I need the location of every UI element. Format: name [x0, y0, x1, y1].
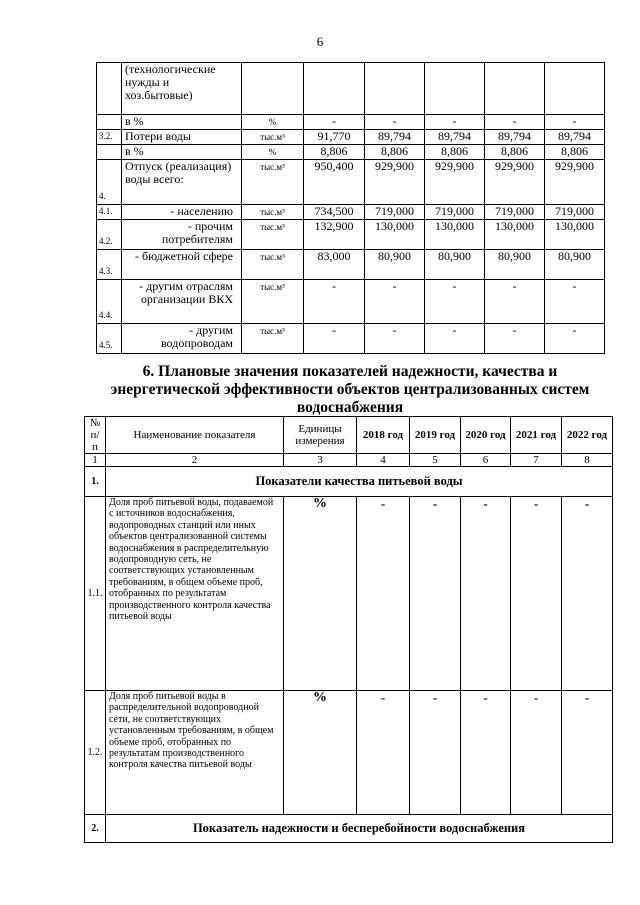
- value-cell: [365, 63, 425, 115]
- row-number: 4.2.: [97, 220, 122, 250]
- row-name: - бюджетной сфере: [122, 250, 242, 280]
- row-name: в %: [122, 115, 242, 130]
- table-row: [97, 205, 605, 220]
- header-year: 2019 год: [410, 417, 461, 454]
- value-cell: 8,806: [304, 145, 365, 160]
- table-row: [97, 220, 605, 250]
- value-cell: -: [425, 115, 485, 130]
- value-cell: [485, 63, 545, 115]
- row-number: 4.: [97, 160, 122, 205]
- index-cell: 8: [562, 454, 613, 467]
- value-cell: 8,806: [425, 145, 485, 160]
- indicator-unit: %: [284, 691, 357, 815]
- table-row: [97, 324, 605, 354]
- value-cell: 8,806: [485, 145, 545, 160]
- indicator-unit: %: [284, 497, 357, 691]
- row-unit: тыс.м³: [242, 324, 304, 354]
- row-unit: тыс.м³: [242, 205, 304, 220]
- table-row: [97, 115, 605, 130]
- value-cell: -: [461, 497, 511, 691]
- header-unit: Единицы измерения: [284, 417, 357, 454]
- row-unit: тыс.м³: [242, 130, 304, 145]
- header-name: Наименование показателя: [106, 417, 284, 454]
- value-cell: -: [562, 497, 613, 691]
- row-name: - другим водопроводам: [122, 324, 242, 354]
- value-cell: 130,000: [425, 220, 485, 250]
- value-cell: 719,000: [425, 205, 485, 220]
- header-year: 2022 год: [562, 417, 613, 454]
- section-row: [85, 815, 613, 843]
- row-name: Отпуск (реализация) воды всего:: [122, 160, 242, 205]
- value-cell: 8,806: [365, 145, 425, 160]
- section-number: 2.: [85, 815, 106, 843]
- value-cell: [304, 63, 365, 115]
- value-cell: -: [461, 691, 511, 815]
- row-name: (технологические нужды и хоз.бытовые): [122, 63, 242, 115]
- index-cell: 6: [461, 454, 511, 467]
- index-cell: 1: [85, 454, 106, 467]
- value-cell: -: [304, 280, 365, 324]
- indicators-table: [84, 416, 613, 843]
- header-year: 2018 год: [357, 417, 410, 454]
- indicator-name: Доля проб питьевой воды, подаваемой с источников водоснабжения, водопроводных станций или иных объектов централизованной системы водоснабжения в распределительную водопроводную сеть, не соответствующих установленным требованиям, в общем объеме проб, отобранных по результатам производственного контроля качества питьевой воды: [106, 497, 284, 691]
- table-row: [97, 145, 605, 160]
- value-cell: 89,794: [485, 130, 545, 145]
- value-cell: 83,000: [304, 250, 365, 280]
- row-unit: тыс.м³: [242, 250, 304, 280]
- value-cell: 91,770: [304, 130, 365, 145]
- index-row: [85, 454, 613, 467]
- header-year: 2021 год: [511, 417, 562, 454]
- section-heading: 6. Плановые значения показателей надежности, качества и энергетической эффективности объектов централизованных систем водоснабжения: [110, 363, 590, 416]
- value-cell: 130,000: [365, 220, 425, 250]
- value-cell: -: [304, 115, 365, 130]
- index-cell: 4: [357, 454, 410, 467]
- value-cell: -: [545, 324, 605, 354]
- value-cell: 929,900: [545, 160, 605, 205]
- water-balance-table: [96, 62, 605, 354]
- row-number: 4.1.: [97, 205, 122, 220]
- row-number: 4.3.: [97, 250, 122, 280]
- table-row: [85, 691, 613, 815]
- row-unit: %: [242, 145, 304, 160]
- index-cell: 7: [511, 454, 562, 467]
- value-cell: 734,500: [304, 205, 365, 220]
- value-cell: -: [511, 691, 562, 815]
- indicator-name: Доля проб питьевой воды в распределительной водопроводной сети, не соответствующих установленным требованиям, в общем объеме проб, отобранных по результатам производственного контроля качества питьевой воды: [106, 691, 284, 815]
- value-cell: -: [410, 691, 461, 815]
- value-cell: -: [357, 691, 410, 815]
- value-cell: -: [365, 115, 425, 130]
- row-name: - населению: [122, 205, 242, 220]
- row-number: 4.4.: [97, 280, 122, 324]
- value-cell: -: [485, 280, 545, 324]
- value-cell: -: [545, 280, 605, 324]
- row-number: [97, 115, 122, 130]
- table-row: [97, 63, 605, 115]
- row-unit: [242, 63, 304, 115]
- table-row: [97, 160, 605, 205]
- value-cell: -: [304, 324, 365, 354]
- value-cell: 929,900: [425, 160, 485, 205]
- value-cell: -: [545, 115, 605, 130]
- value-cell: 80,900: [485, 250, 545, 280]
- section-number: 1.: [85, 467, 106, 497]
- value-cell: -: [485, 115, 545, 130]
- value-cell: 80,900: [365, 250, 425, 280]
- row-name: Потери воды: [122, 130, 242, 145]
- row-number: 1.1.: [85, 497, 106, 691]
- value-cell: 89,794: [425, 130, 485, 145]
- row-number: [97, 63, 122, 115]
- value-cell: 719,000: [485, 205, 545, 220]
- value-cell: -: [410, 497, 461, 691]
- value-cell: 929,900: [485, 160, 545, 205]
- header-row: [85, 417, 613, 454]
- value-cell: 130,000: [485, 220, 545, 250]
- value-cell: -: [562, 691, 613, 815]
- value-cell: [425, 63, 485, 115]
- value-cell: 130,000: [545, 220, 605, 250]
- value-cell: 950,400: [304, 160, 365, 205]
- table-row: [85, 497, 613, 691]
- value-cell: 80,900: [545, 250, 605, 280]
- row-number: 4.5.: [97, 324, 122, 354]
- row-name: - прочим потребителям: [122, 220, 242, 250]
- value-cell: 929,900: [365, 160, 425, 205]
- value-cell: -: [425, 324, 485, 354]
- value-cell: -: [511, 497, 562, 691]
- value-cell: 719,000: [365, 205, 425, 220]
- row-number: 1.2.: [85, 691, 106, 815]
- value-cell: 89,794: [365, 130, 425, 145]
- row-unit: тыс.м³: [242, 160, 304, 205]
- value-cell: -: [365, 324, 425, 354]
- section-title: Показатель надежности и бесперебойности водоснабжения: [106, 815, 613, 843]
- row-name: в %: [122, 145, 242, 160]
- header-num: № п/п: [85, 417, 106, 454]
- row-unit: тыс.м³: [242, 280, 304, 324]
- row-unit: тыс.м³: [242, 220, 304, 250]
- table-row: [97, 250, 605, 280]
- value-cell: 80,900: [425, 250, 485, 280]
- header-year: 2020 год: [461, 417, 511, 454]
- value-cell: 132,900: [304, 220, 365, 250]
- section-title: Показатели качества питьевой воды: [106, 467, 613, 497]
- value-cell: -: [485, 324, 545, 354]
- value-cell: 89,794: [545, 130, 605, 145]
- value-cell: -: [365, 280, 425, 324]
- section-row: [85, 467, 613, 497]
- table-row: [97, 280, 605, 324]
- row-unit: %: [242, 115, 304, 130]
- index-cell: 5: [410, 454, 461, 467]
- value-cell: -: [357, 497, 410, 691]
- index-cell: 3: [284, 454, 357, 467]
- value-cell: 8,806: [545, 145, 605, 160]
- row-name: - другим отраслям организации ВКХ: [122, 280, 242, 324]
- row-number: [97, 145, 122, 160]
- value-cell: [545, 63, 605, 115]
- table-row: [97, 130, 605, 145]
- page-number: 6: [316, 34, 324, 49]
- value-cell: -: [425, 280, 485, 324]
- index-cell: 2: [106, 454, 284, 467]
- row-number: 3.2.: [97, 130, 122, 145]
- value-cell: 719,000: [545, 205, 605, 220]
